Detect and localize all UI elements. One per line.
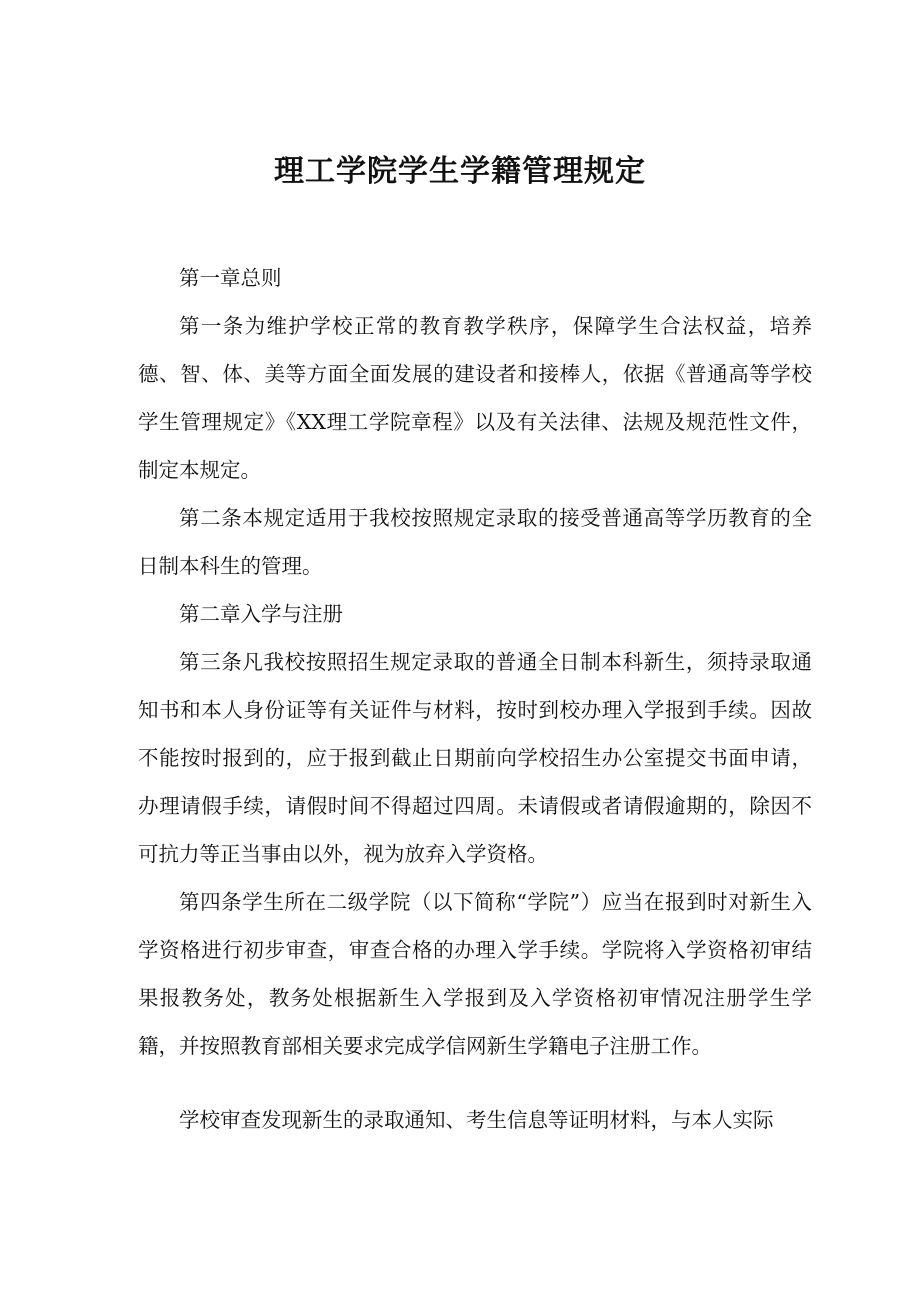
article-paragraph: 第二条本规定适用于我校按照规定录取的接受普通高等学历教育的全日制本科生的管理。 [138, 506, 812, 578]
article-paragraph: 第一条为维护学校正常的教育教学秩序，保障学生合法权益，培养德、智、体、美等方面全面发展的建设者和接棒人，依据《普通高等学校学生管理规定》《XX理工学院章程》以及有关法律、法规及规范性文件，制定本规定。 [138, 314, 812, 482]
article-paragraph: 学校审查发现新生的录取通知、考生信息等证明材料，与本人实际 [179, 1108, 774, 1132]
chapter-heading: 第一章总则 [179, 266, 282, 290]
document-body [138, 254, 812, 1144]
article-paragraph: 第四条学生所在二级学院（以下简称“学院”）应当在报到时对新生入学资格进行初步审查，审查合格的办理入学手续。学院将入学资格初审结果报教务处，教务处根据新生入学报到及入学资格初审情况注册学生学籍，并按照教育部相关要求完成学信网新生学籍电子注册工作。 [138, 890, 812, 1058]
document-title: 理工学院学生学籍管理规定 [274, 154, 646, 189]
chapter-heading: 第二章入学与注册 [179, 602, 343, 626]
article-paragraph: 第三条凡我校按照招生规定录取的普通全日制本科新生，须持录取通知书和本人身份证等有关证件与材料，按时到校办理入学报到手续。因故不能按时报到的，应于报到截止日期前向学校招生办公室提交书面申请，办理请假手续，请假时间不得超过四周。未请假或者请假逾期的，除因不可抗力等正当事由以外，视为放弃入学资格。 [138, 650, 812, 866]
